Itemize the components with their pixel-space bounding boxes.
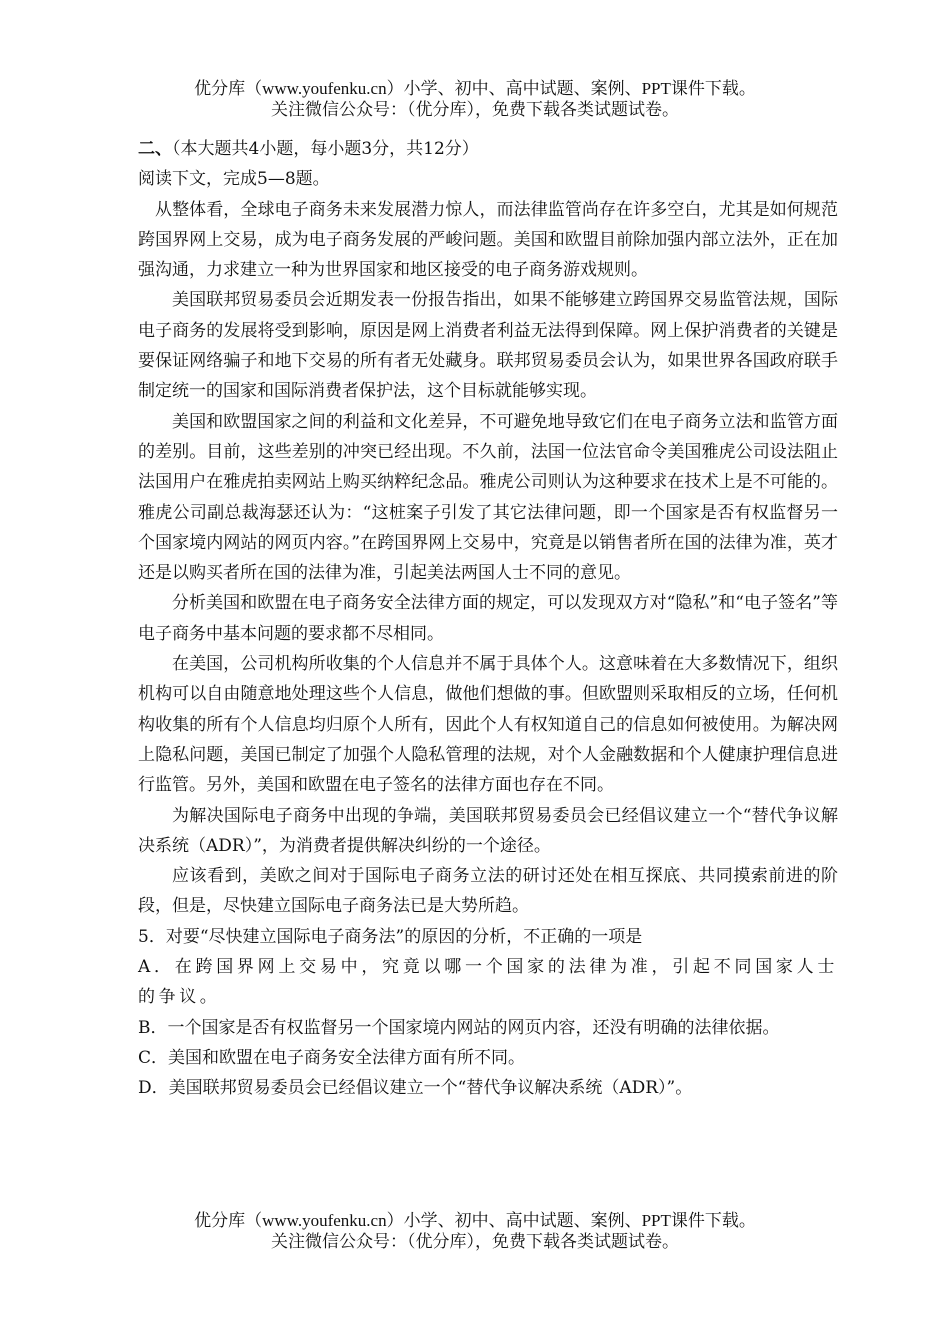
footer-line-2: 关注微信公众号：（优分库），免费下载各类试题试卷。	[271, 1232, 679, 1251]
section-description: （本大题共4小题，每小题3分，共12分）	[172, 139, 479, 159]
question-stem: 5．对要“尽快建立国际电子商务法”的原因的分析，不正确的一项是	[138, 926, 643, 947]
section-number: 二、	[138, 139, 172, 159]
header-line-1: 优分库（www.youfenku.cn）小学、初中、高中试题、案例、PPT课件下载。	[194, 79, 756, 98]
footer-line-1: 优分库（www.youfenku.cn）小学、初中、高中试题、案例、PPT课件下载。	[194, 1211, 756, 1230]
passage-paragraph-5: 在美国，公司机构所收集的个人信息并不属于具体个人。这意味着在大多数情况下，组织机构可以自由随意地处理这些个人信息，做他们想做的事。但欧盟则采取相反的立场，任何机构收集的所有个人信息均归原个人所有，因此个人有权知道自己的信息如何被使用。为解决网上隐私问题，美国已制定了加强个人隐私管理的法规，对个人金融数据和个人健康护理信息进行监管。另外，美国和欧盟在电子签名的法律方面也存在不同。	[138, 654, 838, 796]
reading-instruction: 阅读下文，完成5—8题。	[138, 169, 330, 190]
section-heading	[138, 134, 838, 164]
page-footer	[0, 1210, 950, 1252]
passage-paragraph-3: 美国和欧盟国家之间的利益和文化差异，不可避免地导致它们在电子商务立法和监管方面的差别。目前，这些差别的冲突已经出现。不久前，法国一位法官命令美国雅虎公司设法阻止法国用户在雅虎拍卖网站上购买纳粹纪念品。雅虎公司则认为这种要求在技术上是不可能的。雅虎公司副总裁海瑟还认为：“这桩案子引发了其它法律问题，即一个国家是否有权监督另一个国家境内网站的网页内容。”在跨国界网上交易中，究竟是以销售者所在国的法律为准，英才还是以购买者所在国的法律为准，引起美法两国人士不同的意见。	[138, 411, 838, 584]
page-header	[0, 78, 950, 120]
exam-content	[138, 134, 838, 1104]
option-a: A．在跨国界网上交易中，究竟以哪一个国家的法律为准，引起不同国家人士的争议。	[138, 957, 838, 1008]
passage-paragraph-2: 美国联邦贸易委员会近期发表一份报告指出，如果不能够建立跨国界交易监管法规，国际电子商务的发展将受到影响，原因是网上消费者利益无法得到保障。网上保护消费者的关键是要保证网络骗子和地下交易的所有者无处藏身。联邦贸易委员会认为，如果世界各国政府联手制定统一的国家和国际消费者保护法，这个目标就能够实现。	[138, 290, 838, 402]
header-line-2: 关注微信公众号：（优分库），免费下载各类试题试卷。	[271, 100, 679, 119]
option-c: C．美国和欧盟在电子商务安全法律方面有所不同。	[138, 1047, 526, 1068]
passage-paragraph-7: 应该看到，美欧之间对于国际电子商务立法的研讨还处在相互探底、共同摸索前进的阶段，但是，尽快建立国际电子商务法已是大势所趋。	[138, 866, 838, 917]
passage-paragraph-1: 从整体看，全球电子商务未来发展潜力惊人，而法律监管尚存在许多空白，尤其是如何规范跨国界网上交易，成为电子商务发展的严峻问题。美国和欧盟目前除加强内部立法外，正在加强沟通，力求建立一种为世界国家和地区接受的电子商务游戏规则。	[138, 199, 838, 281]
passage-paragraph-4: 分析美国和欧盟在电子商务安全法律方面的规定，可以发现双方对“隐私”和“电子签名”等电子商务中基本问题的要求都不尽相同。	[138, 593, 838, 644]
passage-paragraph-6: 为解决国际电子商务中出现的争端，美国联邦贸易委员会已经倡议建立一个“替代争议解决系统（ADR）”，为消费者提供解决纠纷的一个途径。	[138, 805, 838, 856]
option-d: D．美国联邦贸易委员会已经倡议建立一个“替代争议解决系统（ADR）”。	[138, 1078, 693, 1099]
option-b: B．一个国家是否有权监督另一个国家境内网站的网页内容，还没有明确的法律依据。	[138, 1017, 780, 1038]
